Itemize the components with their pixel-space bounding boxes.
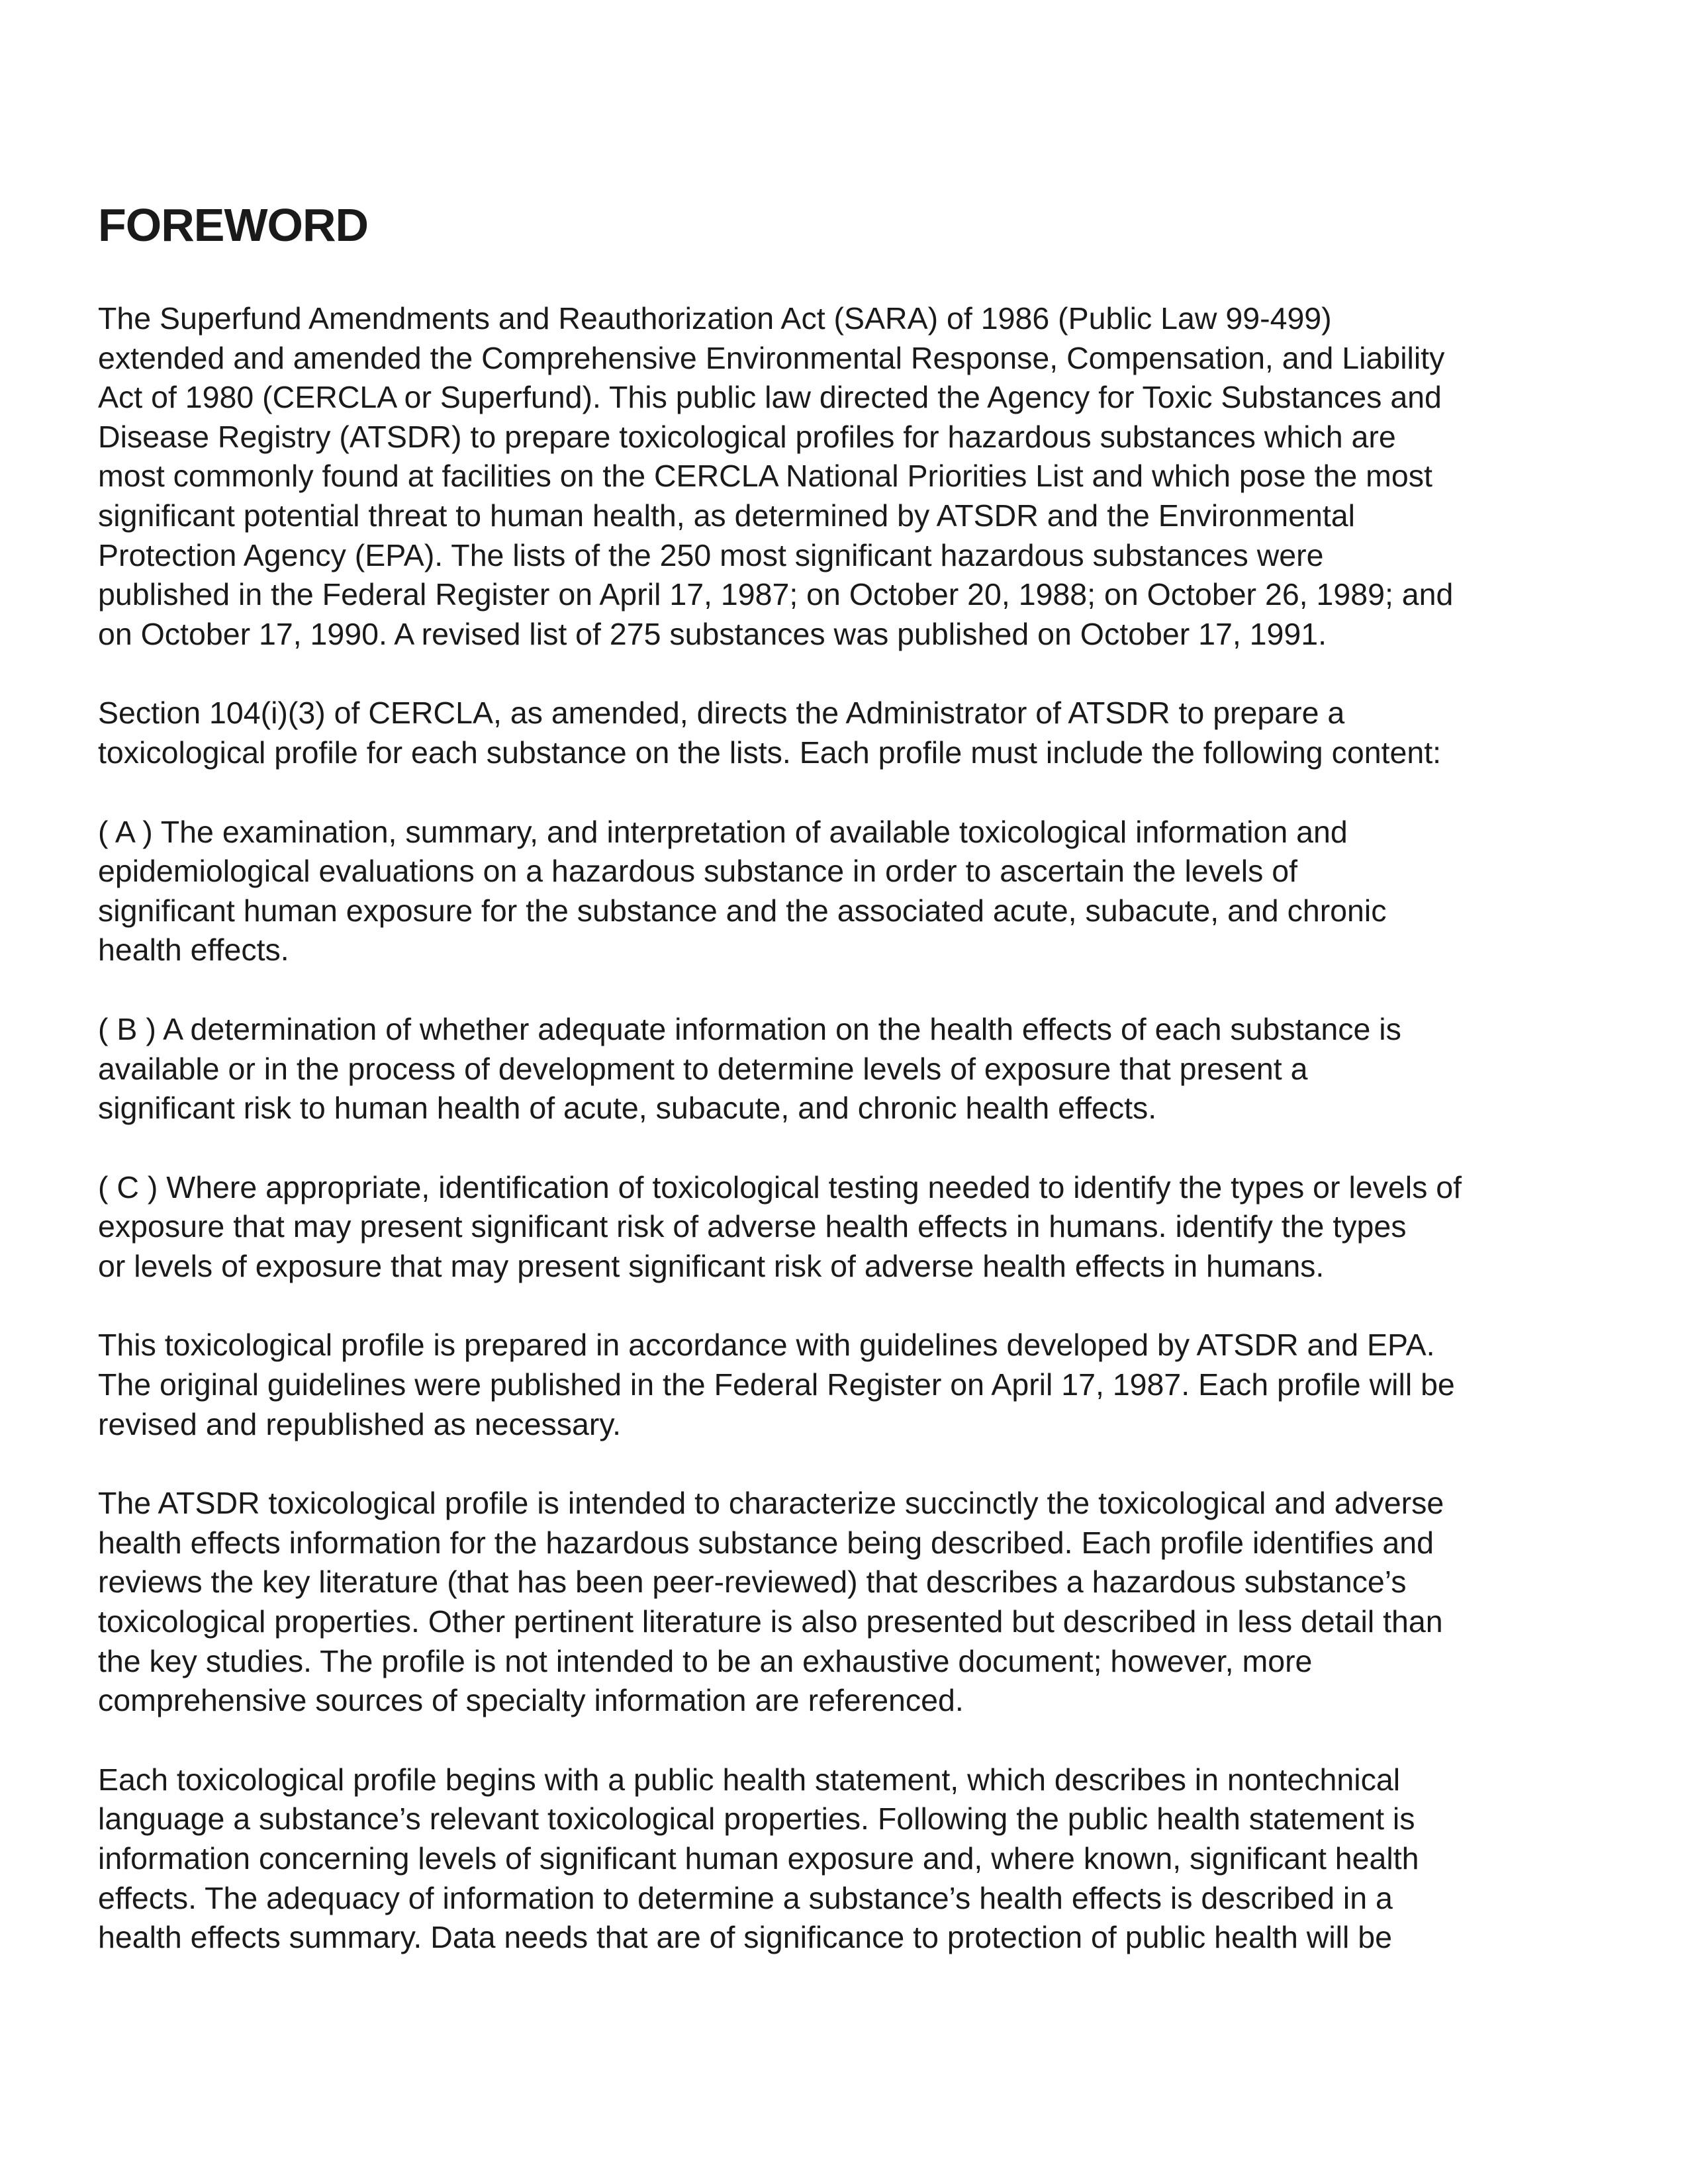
text-line: the key studies. The profile is not intended to be an exhaustive document; however, more [98,1643,1313,1678]
text-line: The ATSDR toxicological profile is intended to characterize succinctly the toxicological and adverse [98,1486,1444,1521]
text-line: Each toxicological profile begins with a public health statement, which describes in nontechnical [98,1762,1401,1797]
text-line: The original guidelines were published in the Federal Register on April 17, 1987. Each profile will be [98,1367,1455,1402]
text-line: health effects. [98,933,289,968]
text-line: The Superfund Amendments and Reauthorization Act (SARA) of 1986 (Public Law 99-499) [98,301,1332,336]
paragraph-profile-purpose [98,1484,1594,1721]
text-line: ( A ) The examination, summary, and interpretation of available toxicological information and [98,814,1348,849]
text-line: exposure that may present significant risk of adverse health effects in humans. identify the types [98,1209,1407,1244]
text-line: health effects summary. Data needs that are of significance to protection of public health will be [98,1920,1392,1955]
text-line: extended and amended the Comprehensive Environmental Response, Compensation, and Liability [98,340,1445,375]
paragraph-section-104 [98,694,1594,772]
text-line: revised and republished as necessary. [98,1406,622,1441]
paragraph-item-c [98,1168,1594,1287]
text-line: reviews the key literature (that has been peer-reviewed) that describes a hazardous substance’s [98,1565,1407,1600]
text-line: comprehensive sources of specialty information are referenced. [98,1683,964,1718]
text-line: published in the Federal Register on April 17, 1987; on October 20, 1988; on October 26, 1989; and [98,577,1454,612]
document-page [98,199,1594,1997]
text-line: Protection Agency (EPA). The lists of the 250 most significant hazardous substances were [98,537,1324,572]
text-line: significant risk to human health of acute, subacute, and chronic health effects. [98,1091,1157,1126]
text-line: epidemiological evaluations on a hazardous substance in order to ascertain the levels of [98,854,1298,889]
text-line: Disease Registry (ATSDR) to prepare toxicological profiles for hazardous substances which are [98,419,1396,454]
text-line: ( B ) A determination of whether adequate information on the health effects of each substance is [98,1011,1401,1046]
text-line: available or in the process of development to determine levels of exposure that present a [98,1051,1308,1086]
text-line: health effects information for the hazardous substance being described. Each profile identifies and [98,1525,1434,1560]
text-line: language a substance’s relevant toxicological properties. Following the public health statement is [98,1801,1415,1837]
text-line: toxicological profile for each substance on the lists. Each profile must include the following content: [98,735,1442,770]
text-line: significant human exposure for the substance and the associated acute, subacute, and chronic [98,893,1387,928]
text-line: on October 17, 1990. A revised list of 275 substances was published on October 17, 1991. [98,616,1327,651]
text-line: most commonly found at facilities on the CERCLA National Priorities List and which pose the most [98,459,1432,494]
text-line: toxicological properties. Other pertinent literature is also presented but described in less detail than [98,1604,1443,1639]
text-line: effects. The adequacy of information to determine a substance’s health effects is described in a [98,1880,1393,1915]
text-line: This toxicological profile is prepared in accordance with guidelines developed by ATSDR and EPA. [98,1328,1435,1363]
paragraph-sara-intro [98,299,1594,654]
text-line: Section 104(i)(3) of CERCLA, as amended, directs the Administrator of ATSDR to prepare a [98,696,1345,731]
text-line: information concerning levels of significant human exposure and, where known, significant health [98,1841,1419,1876]
paragraph-guidelines [98,1326,1594,1444]
paragraph-public-health-statement [98,1760,1594,1958]
text-line: or levels of exposure that may present significant risk of adverse health effects in humans. [98,1248,1325,1283]
page-title: FOREWORD [98,199,369,251]
text-line: significant potential threat to human health, as determined by ATSDR and the Environmental [98,498,1355,533]
text-line: Act of 1980 (CERCLA or Superfund). This public law directed the Agency for Toxic Substances and [98,380,1442,415]
text-line: ( C ) Where appropriate, identification of toxicological testing needed to identify the types or levels of [98,1169,1462,1205]
paragraph-item-b [98,1010,1594,1128]
paragraph-item-a [98,813,1594,970]
